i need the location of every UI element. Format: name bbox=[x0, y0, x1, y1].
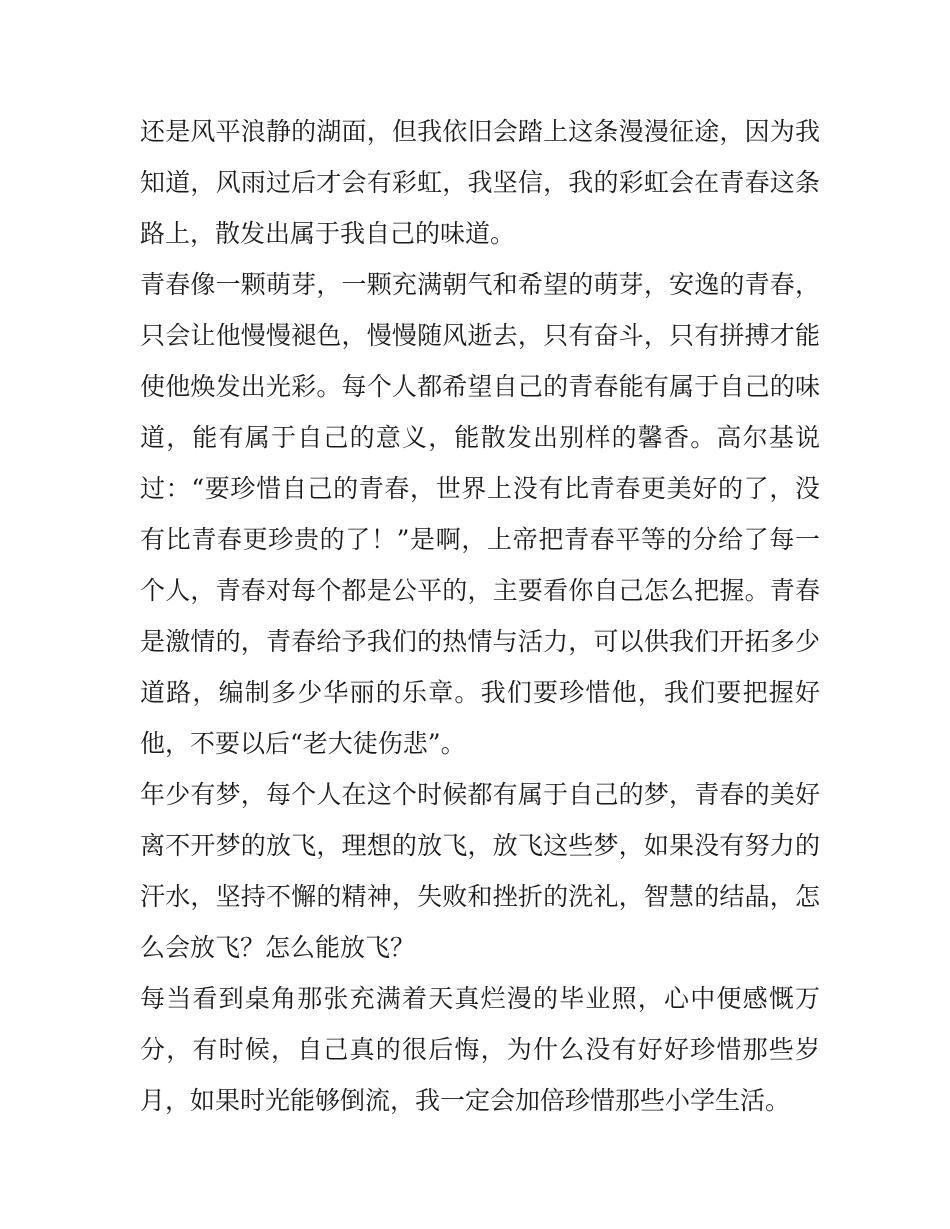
text-line: 年少有梦，每个人在这个时候都有属于自己的梦，青春的美好 bbox=[140, 780, 820, 809]
text-line: 是激情的，青春给予我们的热情与活力，可以供我们开拓多少 bbox=[140, 627, 820, 656]
text-line: 每当看到桌角那张充满着天真烂漫的毕业照，心中便感慨万 bbox=[140, 984, 820, 1013]
text-line: 汗水，坚持不懈的精神，失败和挫折的洗礼，智慧的结晶，怎 bbox=[140, 882, 820, 911]
text-line: 月，如果时光能够倒流，我一定会加倍珍惜那些小学生活。 bbox=[140, 1086, 791, 1115]
text-line: 离不开梦的放飞，理想的放飞，放飞这些梦，如果没有努力的 bbox=[140, 831, 820, 860]
text-line: 有比青春更珍贵的了！”是啊，上帝把青春平等的分给了每一 bbox=[140, 525, 820, 554]
text-line: 道路，编制多少华丽的乐章。我们要珍惜他，我们要把握好 bbox=[140, 678, 820, 707]
text-line: 知道，风雨过后才会有彩虹，我坚信，我的彩虹会在青春这条 bbox=[140, 168, 820, 197]
text-line: 路上，散发出属于我自己的味道。 bbox=[140, 219, 516, 248]
text-line: 道，能有属于自己的意义，能散发出别样的馨香。高尔基说 bbox=[140, 423, 820, 452]
text-line: 分，有时候，自己真的很后悔，为什么没有好好珍惜那些岁 bbox=[140, 1035, 820, 1064]
text-line: 还是风平浪静的湖面，但我依旧会踏上这条漫漫征途，因为我 bbox=[140, 117, 820, 146]
text-line: 青春像一颗萌芽，一颗充满朝气和希望的萌芽，安逸的青春， bbox=[140, 270, 820, 299]
text-line: 过：“要珍惜自己的青春，世界上没有比青春更美好的了，没 bbox=[140, 474, 820, 503]
text-line: 么会放飞？怎么能放飞？ bbox=[140, 933, 416, 962]
document-body bbox=[140, 106, 820, 1126]
text-line: 只会让他慢慢褪色，慢慢随风逝去，只有奋斗，只有拼搏才能 bbox=[140, 321, 820, 350]
text-line: 个人，青春对每个都是公平的，主要看你自己怎么把握。青春 bbox=[140, 576, 820, 605]
text-line: 他，不要以后“老大徒伤悲”。 bbox=[140, 729, 466, 758]
text-line: 使他焕发出光彩。每个人都希望自己的青春能有属于自己的味 bbox=[140, 372, 820, 401]
